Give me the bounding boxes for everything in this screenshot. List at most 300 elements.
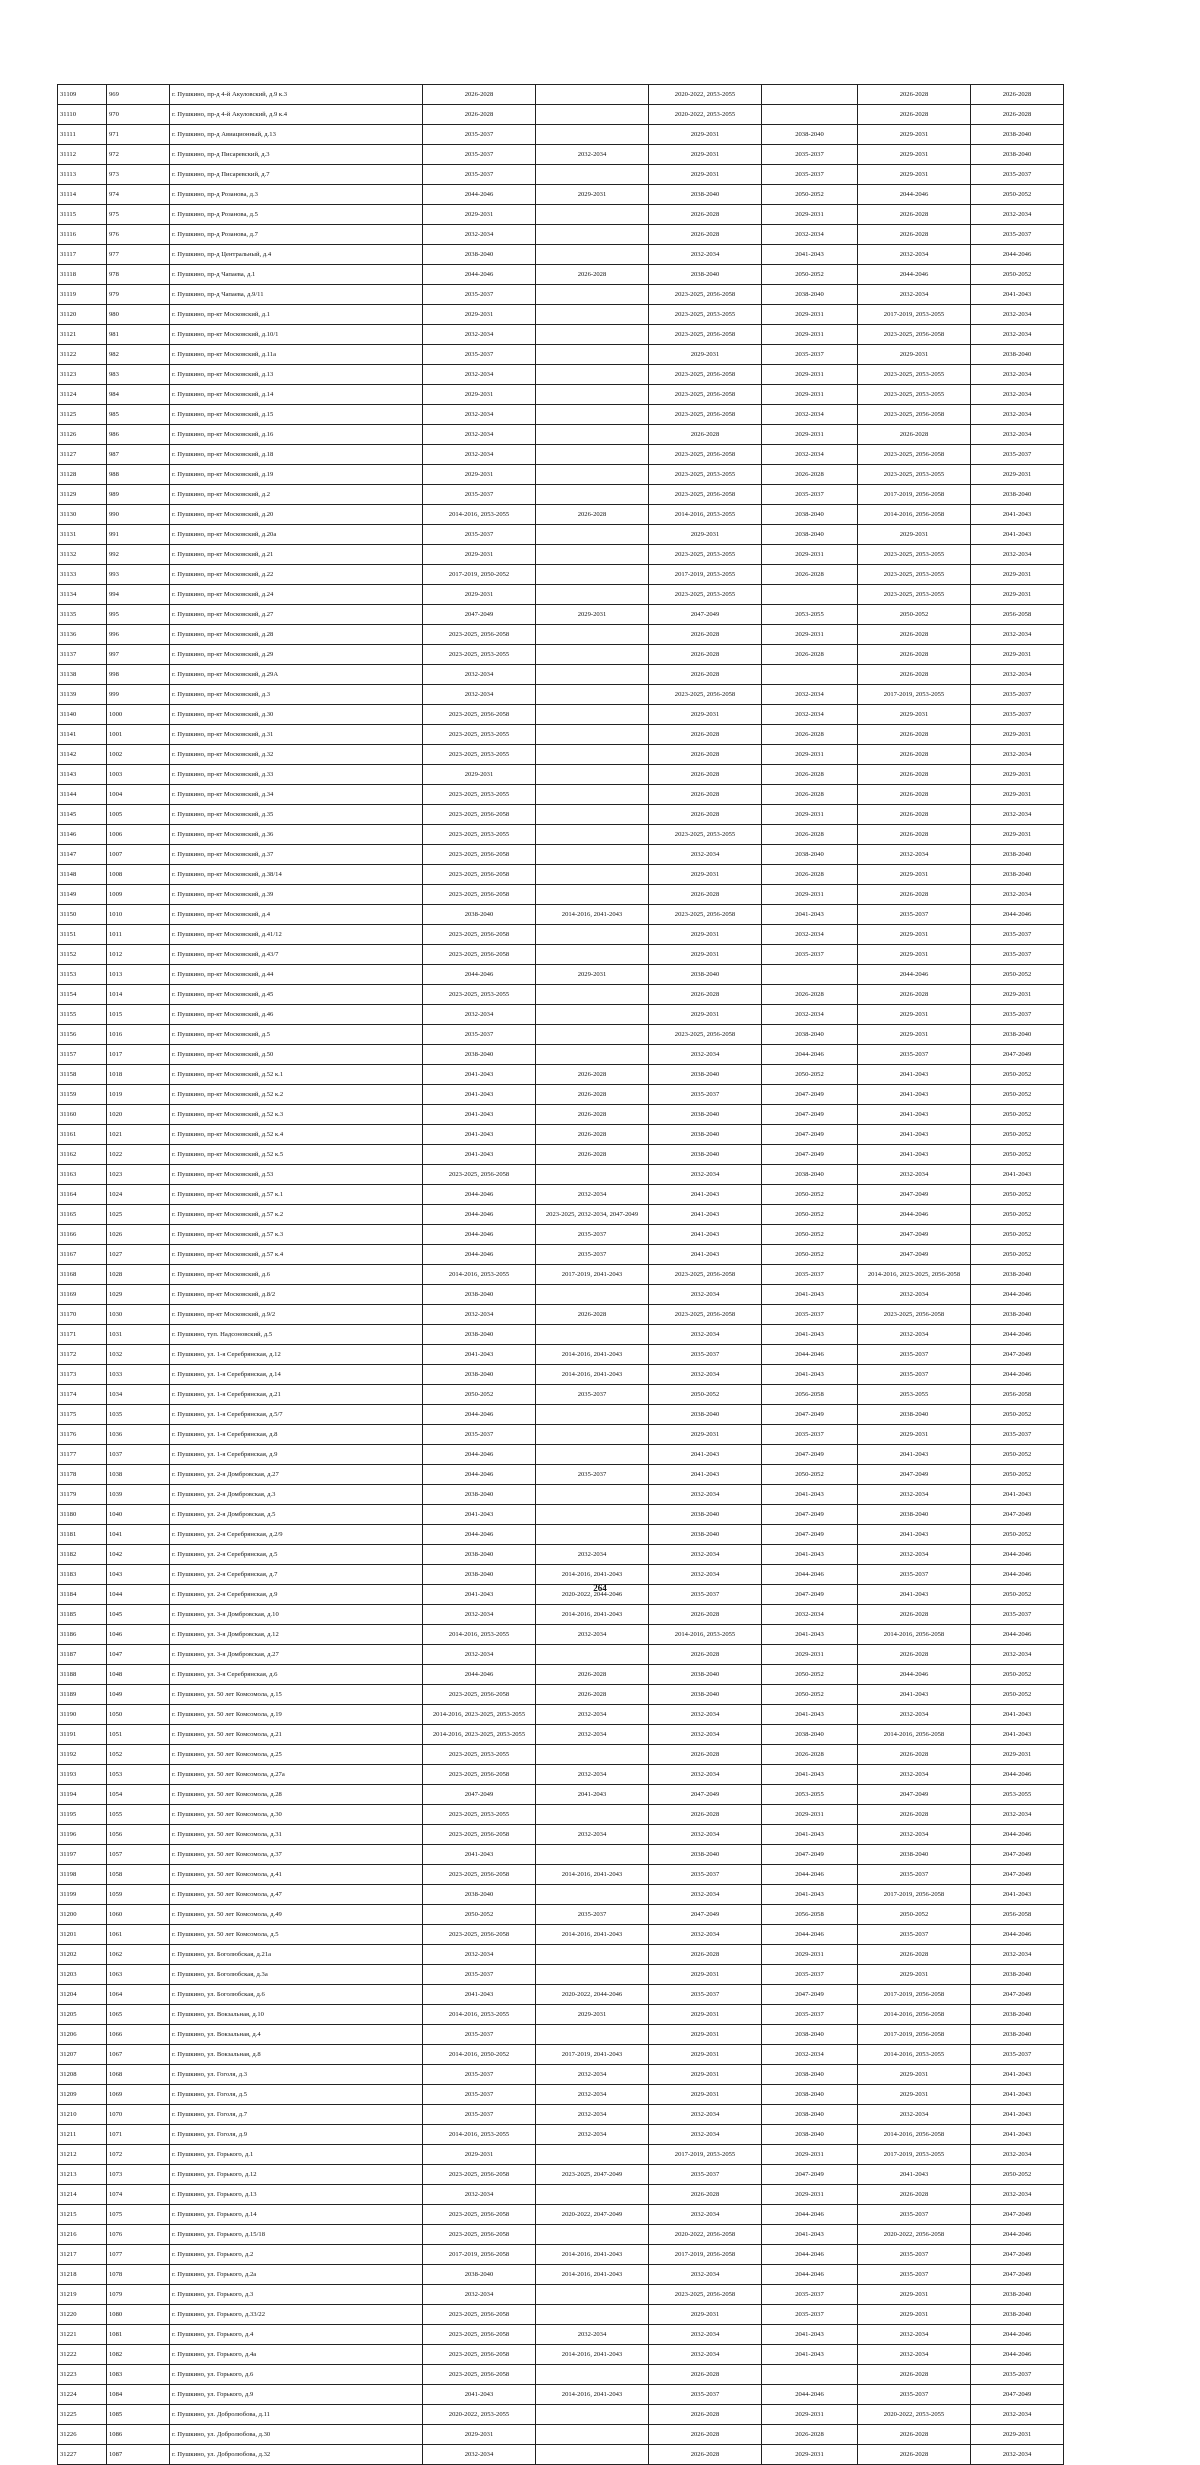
table-cell: 31146 (58, 825, 107, 845)
table-cell: 2026-2028 (858, 765, 971, 785)
table-cell: 2026-2028 (762, 565, 858, 585)
table-cell: 2014-2016, 2053-2055 (423, 2005, 536, 2025)
table-cell: 2026-2028 (536, 1665, 649, 1685)
table-cell: 31156 (58, 1025, 107, 1045)
table-cell: 2029-2031 (971, 465, 1064, 485)
table-cell: г. Пушкино, ул. 2-я Серебрянская, д.2/9 (170, 1525, 423, 1545)
table-cell: 2020-2022, 2053-2055 (649, 85, 762, 105)
table-cell: 2041-2043 (423, 1065, 536, 1085)
table-cell: 1004 (107, 785, 170, 805)
table-cell: 2038-2040 (971, 125, 1064, 145)
table-cell: 2029-2031 (423, 205, 536, 225)
table-row (58, 2065, 1064, 2085)
table-cell (536, 1285, 649, 1305)
table-cell: 2023-2025, 2053-2055 (858, 565, 971, 585)
table-cell: 1059 (107, 1885, 170, 1905)
table-cell: 2032-2034 (423, 1005, 536, 1025)
table-cell: 2017-2019, 2053-2055 (649, 2145, 762, 2165)
table-row (58, 2305, 1064, 2325)
table-cell: 2032-2034 (649, 1485, 762, 1505)
table-cell: 2032-2034 (762, 225, 858, 245)
table-cell: 2047-2049 (762, 1085, 858, 1105)
table-cell: 2047-2049 (971, 2385, 1064, 2405)
table-cell: 2047-2049 (649, 1905, 762, 1925)
table-cell: 987 (107, 445, 170, 465)
table-cell: 2023-2025, 2056-2058 (423, 845, 536, 865)
table-cell: 2023-2025, 2053-2055 (858, 585, 971, 605)
table-cell: 31130 (58, 505, 107, 525)
table-cell: 2038-2040 (971, 1965, 1064, 1985)
table-cell: 973 (107, 165, 170, 185)
table-cell: 1015 (107, 1005, 170, 1025)
table-cell: 2041-2043 (971, 1725, 1064, 1745)
table-row (58, 1665, 1064, 1685)
table-cell (536, 1525, 649, 1545)
table-cell: 2023-2025, 2053-2055 (423, 1805, 536, 1825)
table-cell: г. Пушкино, пр-д Розанова, д.7 (170, 225, 423, 245)
table-cell: 2023-2025, 2056-2058 (423, 1165, 536, 1185)
table-cell: 2038-2040 (649, 185, 762, 205)
table-cell: 2026-2028 (858, 1945, 971, 1965)
table-cell: 2044-2046 (423, 1205, 536, 1225)
table-cell: 2026-2028 (649, 665, 762, 685)
table-row (58, 205, 1064, 225)
table-cell: 2026-2028 (649, 1645, 762, 1665)
table-cell: 2029-2031 (649, 865, 762, 885)
table-cell: 2041-2043 (858, 1525, 971, 1545)
table-cell: 2050-2052 (971, 1245, 1064, 1265)
table-row (58, 805, 1064, 825)
table-cell: 2032-2034 (536, 2105, 649, 2125)
table-cell: 2050-2052 (971, 1065, 1064, 1085)
table-cell: 31149 (58, 885, 107, 905)
table-cell: 2035-2037 (971, 1005, 1064, 1025)
table-cell: 2029-2031 (971, 785, 1064, 805)
table-cell: 31185 (58, 1605, 107, 1625)
table-cell (536, 2405, 649, 2425)
table-cell (536, 765, 649, 785)
table-cell: 2014-2016, 2053-2055 (649, 505, 762, 525)
table-cell: 2041-2043 (971, 505, 1064, 525)
table-cell: 2035-2037 (649, 2385, 762, 2405)
table-row (58, 405, 1064, 425)
table-row (58, 1365, 1064, 1385)
table-row (58, 305, 1064, 325)
table-cell: 1050 (107, 1705, 170, 1725)
table-cell: 2029-2031 (762, 365, 858, 385)
table-row (58, 1605, 1064, 1625)
table-cell: 2047-2049 (762, 1145, 858, 1165)
table-cell: 2047-2049 (762, 1405, 858, 1425)
table-cell: 2029-2031 (858, 165, 971, 185)
table-row (58, 1505, 1064, 1525)
table-row (58, 725, 1064, 745)
table-cell: 979 (107, 285, 170, 305)
table-row (58, 285, 1064, 305)
table-cell: 2014-2016, 2053-2055 (423, 1265, 536, 1285)
table-cell: 2032-2034 (423, 225, 536, 245)
table-cell: 2056-2058 (762, 1905, 858, 1925)
table-cell: г. Пушкино, ул. 1-я Серебрянская, д.14 (170, 1365, 423, 1385)
table-cell: г. Пушкино, пр-кт Московский, д.41/12 (170, 925, 423, 945)
table-cell: 2032-2034 (858, 1765, 971, 1785)
table-cell: 2038-2040 (649, 1105, 762, 1125)
table-cell: 2038-2040 (971, 2005, 1064, 2025)
table-cell: 2023-2025, 2056-2058 (423, 2325, 536, 2345)
table-cell: 2017-2019, 2056-2058 (858, 2025, 971, 2045)
table-cell: г. Пушкино, пр-кт Московский, д.39 (170, 885, 423, 905)
table-row (58, 2425, 1064, 2445)
table-cell: 2026-2028 (762, 985, 858, 1005)
table-cell: 2041-2043 (762, 1365, 858, 1385)
table-cell: 2047-2049 (762, 1105, 858, 1125)
table-cell: г. Пушкино, пр-кт Московский, д.36 (170, 825, 423, 845)
table-cell: 2041-2043 (971, 1485, 1064, 1505)
table-row (58, 2405, 1064, 2425)
table-cell: 2035-2037 (971, 225, 1064, 245)
table-cell: 1060 (107, 1905, 170, 1925)
table-cell: 2032-2034 (971, 665, 1064, 685)
table-cell: 2032-2034 (971, 545, 1064, 565)
table-cell: 1079 (107, 2285, 170, 2305)
table-cell: 2044-2046 (762, 2385, 858, 2405)
table-cell: г. Пушкино, ул. Добролюбова, д.32 (170, 2445, 423, 2465)
table-cell: 986 (107, 425, 170, 445)
table-cell: 31208 (58, 2065, 107, 2085)
table-cell: 2038-2040 (423, 1885, 536, 1905)
table-cell: 2035-2037 (649, 2165, 762, 2185)
table-cell: 1082 (107, 2345, 170, 2365)
table-cell: 31215 (58, 2205, 107, 2225)
table-cell: 2038-2040 (649, 1405, 762, 1425)
table-cell: 31119 (58, 285, 107, 305)
table-cell: 2023-2025, 2056-2058 (423, 945, 536, 965)
table-cell: г. Пушкино, пр-кт Московский, д.57 к.3 (170, 1225, 423, 1245)
table-cell (536, 625, 649, 645)
table-cell: г. Пушкино, пр-кт Московский, д.14 (170, 385, 423, 405)
table-cell: 2050-2052 (971, 185, 1064, 205)
table-cell: 2038-2040 (423, 1545, 536, 1565)
table-cell: 2038-2040 (649, 1665, 762, 1685)
table-cell: г. Пушкино, ул. 2-я Домбровская, д.27 (170, 1465, 423, 1485)
table-cell: 2050-2052 (971, 1445, 1064, 1465)
table-cell: 2050-2052 (762, 1665, 858, 1685)
table-cell: 2050-2052 (762, 1245, 858, 1265)
table-cell: 2032-2034 (762, 925, 858, 945)
table-cell: 31183 (58, 1565, 107, 1585)
table-cell: 2032-2034 (858, 2105, 971, 2125)
table-row (58, 765, 1064, 785)
table-cell: 988 (107, 465, 170, 485)
table-cell: 2035-2037 (762, 1265, 858, 1285)
table-cell: 2032-2034 (971, 1945, 1064, 1965)
table-cell: 2017-2019, 2053-2055 (858, 305, 971, 325)
table-cell: 2032-2034 (649, 1165, 762, 1185)
table-cell: 2032-2034 (423, 445, 536, 465)
table-cell: 2032-2034 (649, 1285, 762, 1305)
table-cell: г. Пушкино, ул. Горького, д.6 (170, 2365, 423, 2385)
table-cell: 2026-2028 (649, 805, 762, 825)
table-cell: 2038-2040 (971, 345, 1064, 365)
table-cell: 2014-2016, 2041-2043 (536, 2265, 649, 2285)
table-row (58, 1185, 1064, 1205)
table-cell: 2026-2028 (858, 885, 971, 905)
table-cell: 1016 (107, 1025, 170, 1045)
table-cell: 2029-2031 (858, 525, 971, 545)
table-cell: г. Пушкино, пр-д 4-й Акуловский, д.9 к.3 (170, 85, 423, 105)
table-cell: 31219 (58, 2285, 107, 2305)
table-row (58, 1165, 1064, 1185)
table-cell: 2044-2046 (971, 1625, 1064, 1645)
table-cell (536, 1025, 649, 1045)
table-cell: г. Пушкино, пр-кт Московский, д.33 (170, 765, 423, 785)
table-cell: 2014-2016, 2041-2043 (536, 1865, 649, 1885)
table-cell: 1001 (107, 725, 170, 745)
table-cell: 2044-2046 (971, 1285, 1064, 1305)
table-cell: 2026-2028 (858, 645, 971, 665)
table-cell: 2047-2049 (858, 1785, 971, 1805)
table-row (58, 1745, 1064, 1765)
table-cell: 2029-2031 (858, 1025, 971, 1045)
table-cell: 2032-2034 (423, 325, 536, 345)
table-cell: 2044-2046 (423, 185, 536, 205)
table-row (58, 945, 1064, 965)
table-cell: 2029-2031 (858, 2285, 971, 2305)
table-cell: 2026-2028 (762, 2425, 858, 2445)
table-row (58, 845, 1064, 865)
table-cell: 2038-2040 (649, 1685, 762, 1705)
table-cell: 2035-2037 (858, 2385, 971, 2405)
table-cell: 2029-2031 (649, 1965, 762, 1985)
table-row (58, 2185, 1064, 2205)
table-cell: 2035-2037 (536, 1465, 649, 1485)
table-cell: 2044-2046 (423, 965, 536, 985)
table-cell: 2026-2028 (971, 105, 1064, 125)
table-cell (536, 525, 649, 545)
table-cell: 2032-2034 (536, 145, 649, 165)
table-cell: 31113 (58, 165, 107, 185)
table-cell: 2026-2028 (649, 425, 762, 445)
table-cell: 2029-2031 (762, 2145, 858, 2165)
table-row (58, 865, 1064, 885)
table-cell: 2041-2043 (762, 1885, 858, 1905)
table-cell: г. Пушкино, туп. Надсоновский, д.5 (170, 1325, 423, 1345)
table-cell: 2053-2055 (762, 605, 858, 625)
table-cell: 2032-2034 (649, 1725, 762, 1745)
table-cell: 2038-2040 (762, 125, 858, 145)
table-cell (536, 585, 649, 605)
table-cell (536, 225, 649, 245)
table-row (58, 1845, 1064, 1865)
table-cell: 2029-2031 (649, 1005, 762, 1025)
table-cell: 2050-2052 (649, 1385, 762, 1405)
table-cell: 2041-2043 (423, 1585, 536, 1605)
table-cell: 2041-2043 (536, 1785, 649, 1805)
table-cell: г. Пушкино, пр-кт Московский, д.22 (170, 565, 423, 585)
table-cell (536, 1325, 649, 1345)
table-row (58, 685, 1064, 705)
table-cell: 2041-2043 (971, 2125, 1064, 2145)
table-cell: 2035-2037 (762, 945, 858, 965)
table-cell: 2017-2019, 2056-2058 (423, 2245, 536, 2265)
table-cell: 31161 (58, 1125, 107, 1145)
table-cell: 2041-2043 (762, 1765, 858, 1785)
table-cell: 2026-2028 (762, 1745, 858, 1765)
table-cell: 2023-2025, 2053-2055 (649, 465, 762, 485)
table-row (58, 885, 1064, 905)
table-cell: 2029-2031 (423, 465, 536, 485)
table-cell: 1073 (107, 2165, 170, 2185)
table-cell: 2026-2028 (536, 1145, 649, 1165)
table-cell: 1003 (107, 765, 170, 785)
table-cell (536, 925, 649, 945)
table-cell: 2020-2022, 2053-2055 (423, 2405, 536, 2425)
table-cell: 2041-2043 (858, 1145, 971, 1165)
table-cell: 2032-2034 (536, 2085, 649, 2105)
table-cell: 2038-2040 (762, 525, 858, 545)
table-cell: 2050-2052 (423, 1385, 536, 1405)
table-cell: 2023-2025, 2056-2058 (858, 1305, 971, 1325)
table-cell: 31211 (58, 2125, 107, 2145)
table-cell: г. Пушкино, ул. Горького, д.33/22 (170, 2305, 423, 2325)
table-cell: 2041-2043 (649, 1445, 762, 1465)
table-cell: 2020-2022, 2044-2046 (536, 1985, 649, 2005)
table-cell: 2014-2016, 2050-2052 (423, 2045, 536, 2065)
table-cell: 2029-2031 (762, 425, 858, 445)
table-cell: 2023-2025, 2056-2058 (858, 405, 971, 425)
table-cell: 994 (107, 585, 170, 605)
table-cell (536, 705, 649, 725)
table-cell: 2032-2034 (858, 245, 971, 265)
table-cell (536, 845, 649, 865)
table-cell (536, 425, 649, 445)
table-cell: 2026-2028 (858, 665, 971, 685)
table-cell: 2035-2037 (423, 2025, 536, 2045)
table-cell: 2047-2049 (971, 2205, 1064, 2225)
table-cell: 1025 (107, 1205, 170, 1225)
table-cell: 2023-2025, 2056-2058 (649, 285, 762, 305)
table-cell: 1071 (107, 2125, 170, 2145)
table-cell: 2026-2028 (649, 1805, 762, 1825)
table-cell: 2032-2034 (762, 685, 858, 705)
table-cell: 976 (107, 225, 170, 245)
table-cell: 2029-2031 (423, 765, 536, 785)
table-cell: 2053-2055 (971, 1785, 1064, 1805)
table-cell: 2023-2025, 2053-2055 (423, 745, 536, 765)
table-cell (536, 1745, 649, 1765)
table-cell (536, 805, 649, 825)
table-cell: 2047-2049 (762, 1585, 858, 1605)
table-cell (536, 345, 649, 365)
table-cell: 31172 (58, 1345, 107, 1365)
table-cell: г. Пушкино, пр-кт Московский, д.31 (170, 725, 423, 745)
table-cell: г. Пушкино, ул. Гоголя, д.9 (170, 2125, 423, 2145)
table-cell: 2035-2037 (423, 285, 536, 305)
table-cell: 2044-2046 (423, 1665, 536, 1685)
table-cell: г. Пушкино, пр-кт Московский, д.52 к.5 (170, 1145, 423, 1165)
table-cell: 2035-2037 (762, 1305, 858, 1325)
table-cell: 2032-2034 (858, 1325, 971, 1345)
table-cell: 2047-2049 (971, 1505, 1064, 1525)
table-cell: 2029-2031 (536, 605, 649, 625)
table-cell: 2014-2016, 2041-2043 (536, 1565, 649, 1585)
table-cell: 31158 (58, 1065, 107, 1085)
table-cell: г. Пушкино, пр-кт Московский, д.34 (170, 785, 423, 805)
table-cell: 2023-2025, 2056-2058 (649, 1265, 762, 1285)
table-cell: 2023-2025, 2053-2055 (858, 365, 971, 385)
table-cell: 31137 (58, 645, 107, 665)
table-cell: 1085 (107, 2405, 170, 2425)
table-cell: 31192 (58, 1745, 107, 1765)
table-cell: 2038-2040 (971, 1265, 1064, 1285)
table-cell (536, 1845, 649, 1865)
table-cell: 2029-2031 (858, 705, 971, 725)
table-cell: 2041-2043 (858, 1585, 971, 1605)
table-cell: 993 (107, 565, 170, 585)
table-cell: 2029-2031 (762, 205, 858, 225)
table-cell: г. Пушкино, пр-д Чапаева, д.1 (170, 265, 423, 285)
table-cell: г. Пушкино, ул. 3-я Серебрянская, д.6 (170, 1665, 423, 1685)
table-cell: 2026-2028 (858, 2185, 971, 2205)
table-cell: 31193 (58, 1765, 107, 1785)
table-cell: 1032 (107, 1345, 170, 1365)
table-cell: 2023-2025, 2053-2055 (649, 545, 762, 565)
table-cell: 2041-2043 (423, 1845, 536, 1865)
table-cell: 1010 (107, 905, 170, 925)
table-row (58, 2225, 1064, 2245)
table-cell: 2047-2049 (762, 2165, 858, 2185)
table-cell: 31176 (58, 1425, 107, 1445)
table-row (58, 905, 1064, 925)
table-cell: 2038-2040 (858, 1505, 971, 1525)
table-cell: 2026-2028 (971, 85, 1064, 105)
table-row (58, 1545, 1064, 1565)
table-row (58, 965, 1064, 985)
table-cell: 2017-2019, 2056-2058 (858, 485, 971, 505)
table-cell: г. Пушкино, пр-кт Московский, д.30 (170, 705, 423, 725)
table-cell: 2035-2037 (971, 445, 1064, 465)
table-cell: 2029-2031 (762, 385, 858, 405)
table-cell: г. Пушкино, ул. 50 лет Комсомола, д.49 (170, 1905, 423, 1925)
table-cell: 2038-2040 (649, 1845, 762, 1865)
table-cell: 2029-2031 (858, 1965, 971, 1985)
table-cell: 2014-2016, 2023-2025, 2056-2058 (858, 1265, 971, 1285)
table-row (58, 1645, 1064, 1665)
table-cell: 2056-2058 (971, 1905, 1064, 1925)
table-cell: 2035-2037 (971, 925, 1064, 945)
table-cell: 2038-2040 (423, 905, 536, 925)
table-cell: 2029-2031 (762, 2185, 858, 2205)
table-cell: 2023-2025, 2047-2049 (536, 2165, 649, 2185)
table-cell: 2026-2028 (858, 1645, 971, 1665)
table-cell: 2038-2040 (858, 1405, 971, 1425)
table-cell: 2032-2034 (858, 1165, 971, 1185)
table-cell: 2029-2031 (858, 125, 971, 145)
table-cell: 1078 (107, 2265, 170, 2285)
table-cell: 2041-2043 (971, 2065, 1064, 2085)
table-cell: 2029-2031 (649, 2025, 762, 2045)
table-cell: 2035-2037 (649, 1085, 762, 1105)
table-cell: 2032-2034 (423, 1645, 536, 1665)
table-row (58, 1005, 1064, 1025)
table-cell: 1002 (107, 745, 170, 765)
table-cell: г. Пушкино, ул. Боголюбская, д.3а (170, 1965, 423, 1985)
table-cell: 2032-2034 (762, 405, 858, 425)
table-cell: 2044-2046 (971, 1825, 1064, 1845)
table-cell: 2035-2037 (536, 1225, 649, 1245)
table-row (58, 505, 1064, 525)
table-cell: 31206 (58, 2025, 107, 2045)
